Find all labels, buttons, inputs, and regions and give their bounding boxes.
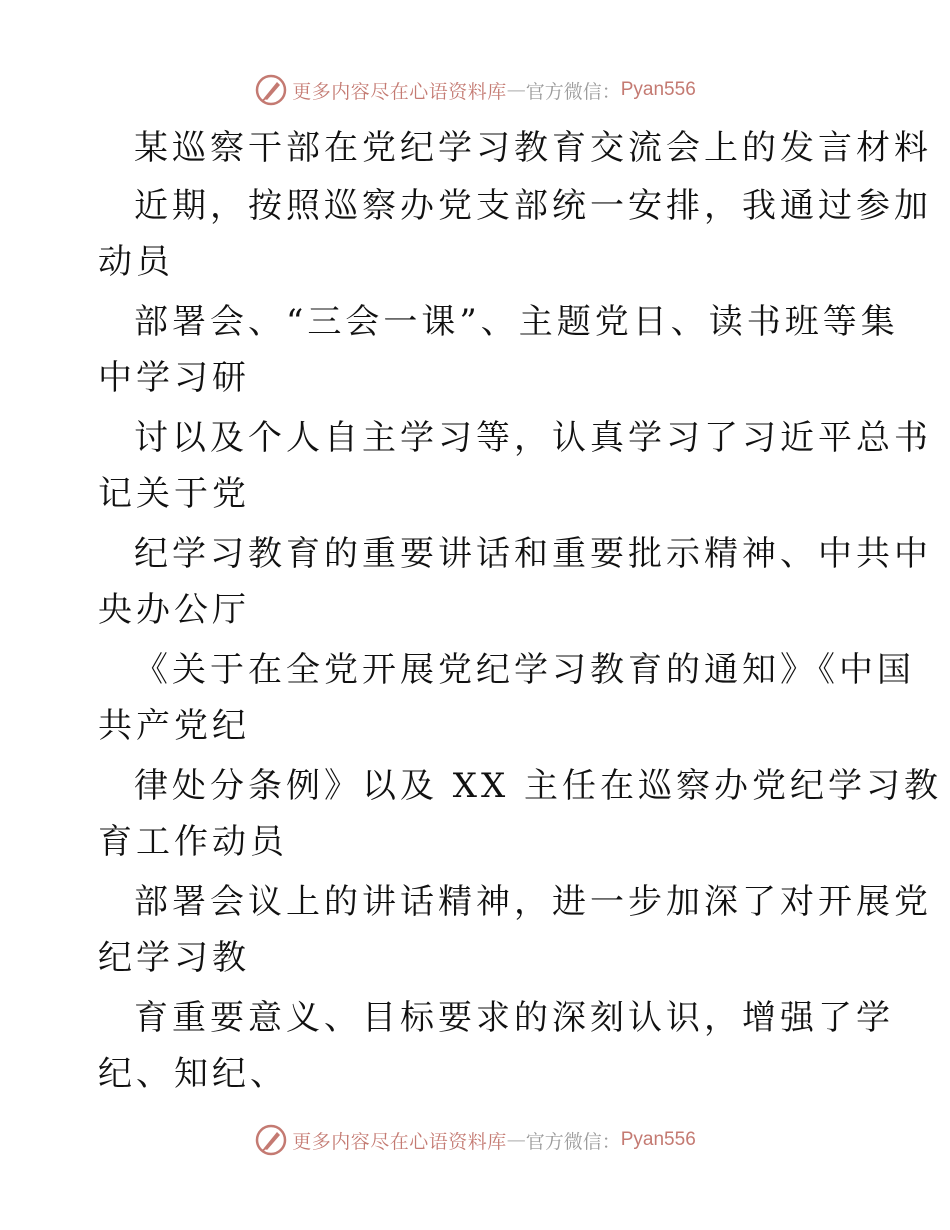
document-title: 某巡察干部在党纪学习教育交流会上的发言材料 [134, 128, 932, 168]
quill-pen-logo-icon [254, 1123, 288, 1157]
body-line: 共产党纪 [98, 706, 250, 746]
body-line: 近期，按照巡察办党支部统一安排，我通过参加 [134, 186, 932, 226]
watermark-brand: 更多内容尽在心语资料库 [292, 80, 507, 103]
body-line: 纪学习教 [98, 938, 250, 978]
body-line: 纪、知纪、 [98, 1054, 288, 1094]
body-line: 记关于党 [98, 474, 250, 514]
body-line: 部署会议上的讲话精神，进一步加深了对开展党 [134, 882, 932, 922]
body-line: 律处分条例》以及 XX 主任在巡察办党纪学习教 [134, 766, 943, 806]
body-line: 央办公厅 [98, 590, 250, 630]
body-line: 部署会、“三会一课”、主题党日、读书班等集 [134, 302, 899, 342]
body-line: 中学习研 [98, 358, 250, 398]
body-line: 动员 [98, 242, 174, 282]
watermark-brand: 更多内容尽在心语资料库 [292, 1130, 507, 1153]
body-line: 《关于在全党开展党纪学习教育的通知》《中国 [134, 650, 915, 690]
body-line: 讨以及个人自主学习等，认真学习了习近平总书 [134, 418, 932, 458]
watermark-wechat-id: Pyan556 [620, 79, 696, 100]
body-line: 育工作动员 [98, 822, 288, 862]
body-line: 纪学习教育的重要讲话和重要批示精神、中共中 [134, 534, 932, 574]
watermark-dash: — [506, 1129, 526, 1151]
body-line: 育重要意义、目标要求的深刻认识，增强了学 [134, 998, 894, 1038]
footer-watermark [0, 1120, 950, 1160]
watermark-dash: — [506, 79, 526, 101]
watermark-wechat-label: 官方微信： [525, 1130, 621, 1153]
watermark-wechat-id: Pyan556 [620, 1129, 696, 1150]
watermark-wechat-label: 官方微信： [525, 80, 621, 103]
